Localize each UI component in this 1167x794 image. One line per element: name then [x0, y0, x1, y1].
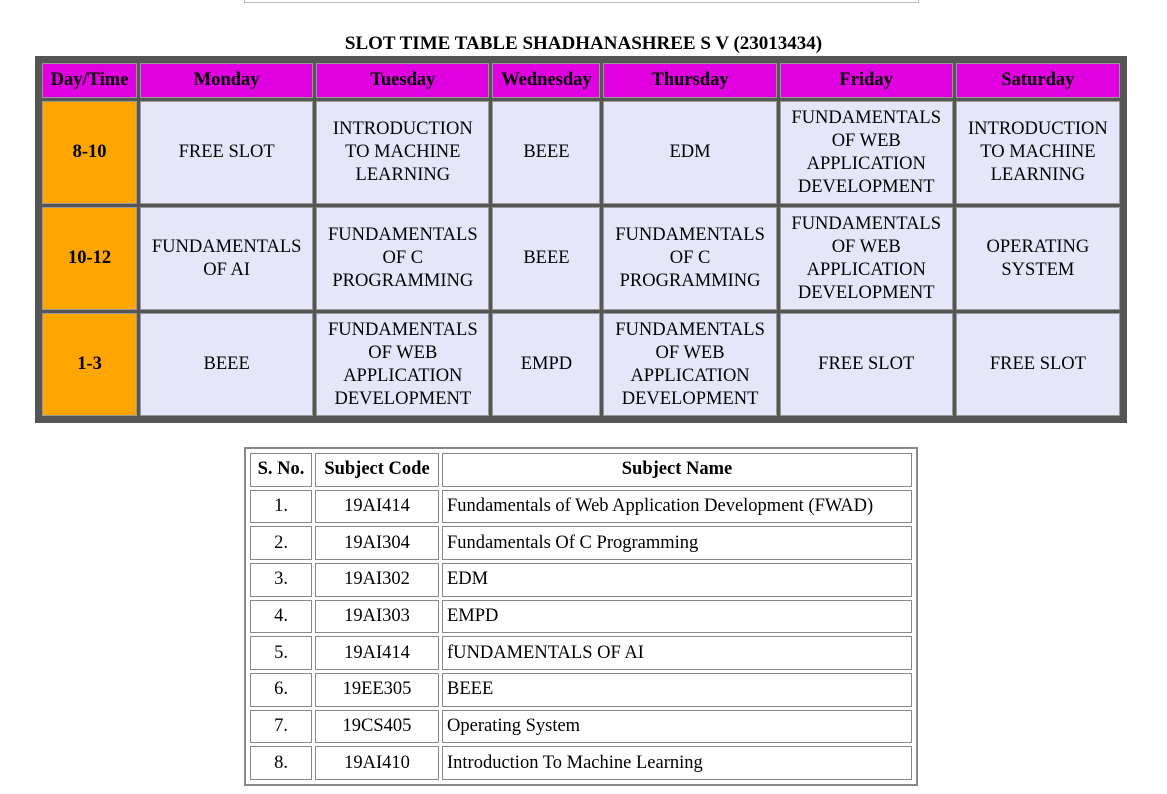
day-header: Friday — [780, 63, 953, 98]
name-cell: EMPD — [442, 600, 912, 634]
name-cell: Operating System — [442, 710, 912, 744]
slot-cell: EDM — [603, 101, 776, 204]
code-cell: 19EE305 — [315, 673, 439, 707]
slot-cell: BEEE — [492, 207, 600, 310]
time-cell: 10-12 — [42, 207, 137, 310]
top-frame-remnant — [244, 0, 919, 3]
subjects-frame — [244, 447, 918, 786]
slot-cell: FREE SLOT — [956, 313, 1120, 416]
subject-row — [250, 490, 912, 524]
day-header: Thursday — [603, 63, 776, 98]
slot-cell: FUNDAMENTALS OF WEB APPLICATION DEVELOPMENT — [603, 313, 776, 416]
subject-row — [250, 710, 912, 744]
sno-cell: 2. — [250, 526, 312, 560]
sno-cell: 6. — [250, 673, 312, 707]
sno-cell: 8. — [250, 746, 312, 780]
time-cell: 1-3 — [42, 313, 137, 416]
slot-cell: FUNDAMENTALS OF WEB APPLICATION DEVELOPMENT — [316, 313, 489, 416]
name-cell: Fundamentals Of C Programming — [442, 526, 912, 560]
name-cell: fUNDAMENTALS OF AI — [442, 636, 912, 670]
slot-cell: INTRODUCTION TO MACHINE LEARNING — [956, 101, 1120, 204]
subject-row — [250, 526, 912, 560]
sno-cell: 7. — [250, 710, 312, 744]
slot-cell: FUNDAMENTALS OF AI — [140, 207, 313, 310]
day-header: Monday — [140, 63, 313, 98]
code-cell: 19CS405 — [315, 710, 439, 744]
slot-cell: FUNDAMENTALS OF WEB APPLICATION DEVELOPMENT — [780, 101, 953, 204]
name-cell: Introduction To Machine Learning — [442, 746, 912, 780]
sno-cell: 5. — [250, 636, 312, 670]
sno-cell: 3. — [250, 563, 312, 597]
day-header: Saturday — [956, 63, 1120, 98]
subjects-table — [247, 450, 915, 783]
subject-row — [250, 673, 912, 707]
day-header: Wednesday — [492, 63, 600, 98]
day-header: Tuesday — [316, 63, 489, 98]
code-cell: 19AI414 — [315, 636, 439, 670]
code-cell: 19AI414 — [315, 490, 439, 524]
slot-cell: BEEE — [140, 313, 313, 416]
sno-cell: 4. — [250, 600, 312, 634]
subject-row — [250, 600, 912, 634]
slot-cell: FREE SLOT — [780, 313, 953, 416]
sno-cell: 1. — [250, 490, 312, 524]
slot-cell: EMPD — [492, 313, 600, 416]
subject-row — [250, 563, 912, 597]
name-cell: BEEE — [442, 673, 912, 707]
name-cell: Fundamentals of Web Application Development (FWAD) — [442, 490, 912, 524]
slot-cell: INTRODUCTION TO MACHINE LEARNING — [316, 101, 489, 204]
code-cell: 19AI303 — [315, 600, 439, 634]
name-cell: EDM — [442, 563, 912, 597]
corner-header: Day/Time — [42, 63, 137, 98]
page-title: SLOT TIME TABLE SHADHANASHREE S V (23013434) — [344, 33, 823, 54]
slot-cell: BEEE — [492, 101, 600, 204]
timetable-header-row — [42, 63, 1120, 98]
timetable-row — [42, 101, 1120, 204]
slot-cell: FUNDAMENTALS OF C PROGRAMMING — [603, 207, 776, 310]
code-cell: 19AI304 — [315, 526, 439, 560]
slot-cell: FUNDAMENTALS OF WEB APPLICATION DEVELOPMENT — [780, 207, 953, 310]
subjects-header-row — [250, 453, 912, 487]
code-cell: 19AI410 — [315, 746, 439, 780]
timetable-row — [42, 313, 1120, 416]
subject-row — [250, 636, 912, 670]
timetable-row — [42, 207, 1120, 310]
code-cell: 19AI302 — [315, 563, 439, 597]
sno-header: S. No. — [250, 453, 312, 487]
code-header: Subject Code — [315, 453, 439, 487]
slot-cell: FREE SLOT — [140, 101, 313, 204]
slot-cell: FUNDAMENTALS OF C PROGRAMMING — [316, 207, 489, 310]
slot-cell: OPERATING SYSTEM — [956, 207, 1120, 310]
subject-row — [250, 746, 912, 780]
time-cell: 8-10 — [42, 101, 137, 204]
name-header: Subject Name — [442, 453, 912, 487]
timetable-frame — [35, 56, 1127, 423]
timetable — [39, 60, 1123, 419]
